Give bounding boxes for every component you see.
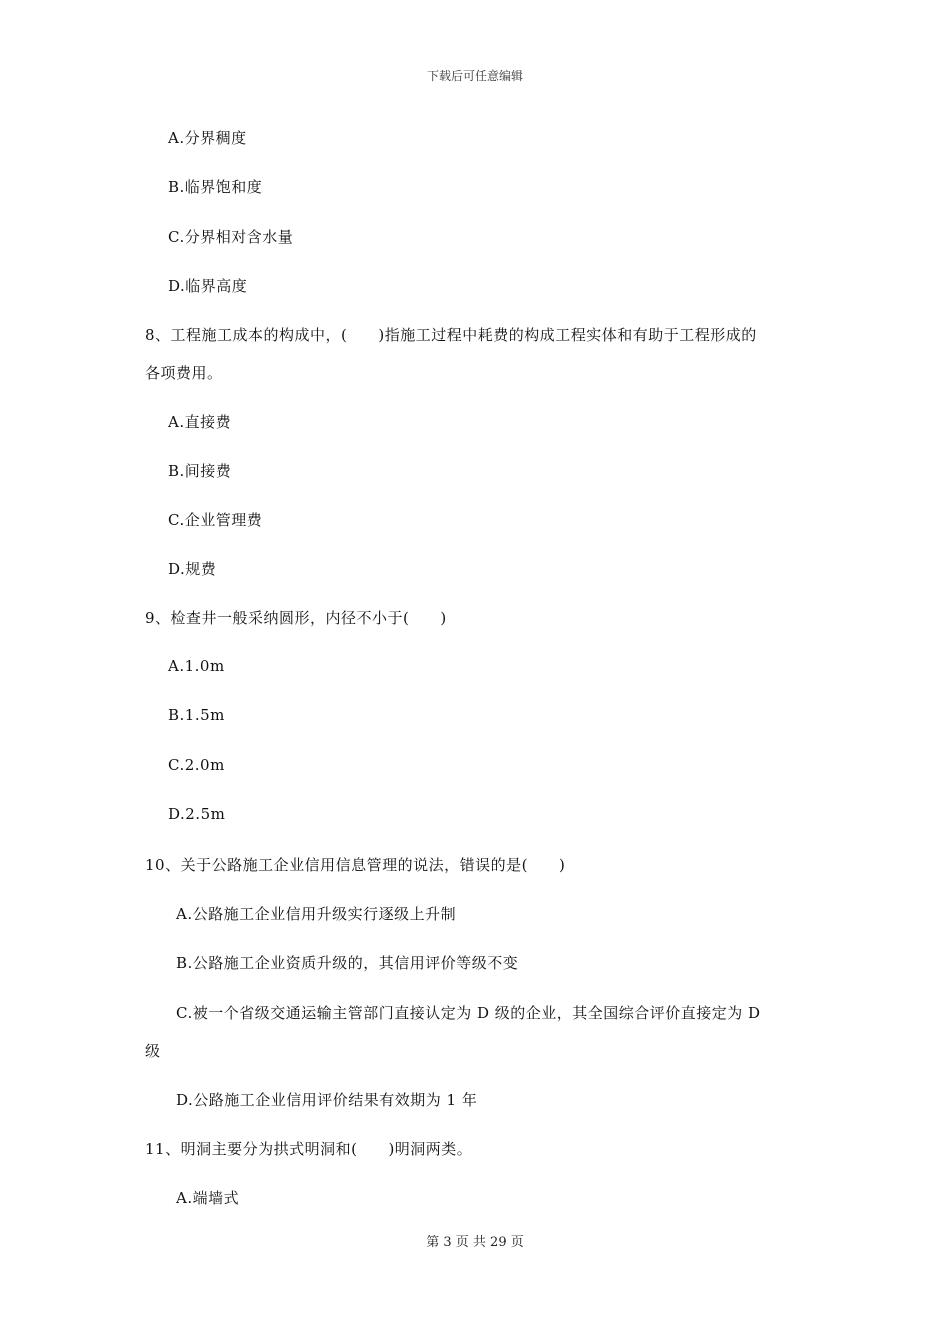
q7-option-b: B.临界饱和度 <box>168 178 263 196</box>
page-header: 下载后可任意编辑 <box>426 69 523 83</box>
q9-option-b: B.1.5m <box>168 706 225 724</box>
q10-option-b: B.公路施工企业资质升级的，其信用评价等级不变 <box>176 954 519 972</box>
q9-option-a: A.1.0m <box>168 657 225 675</box>
q10-stem: 10、关于公路施工企业信用信息管理的说法，错误的是( ) <box>145 856 566 874</box>
q11-stem: 11、明洞主要分为拱式明洞和( )明洞两类。 <box>145 1140 473 1158</box>
q8-option-c: C.企业管理费 <box>168 511 263 529</box>
q8-stem-line2: 各项费用。 <box>145 364 223 382</box>
q7-option-d: D.临界高度 <box>168 277 248 295</box>
q10-option-a: A.公路施工企业信用升级实行逐级上升制 <box>176 905 457 923</box>
q8-option-b: B.间接费 <box>168 462 232 480</box>
q9-option-c: C.2.0m <box>168 756 225 774</box>
q10-option-c-continuation: 级 <box>145 1042 161 1060</box>
q11-option-a: A.端墙式 <box>176 1189 240 1207</box>
q7-option-c: C.分界相对含水量 <box>168 228 294 246</box>
q7-option-a: A.分界稠度 <box>168 129 247 147</box>
q9-stem: 9、检查井一般采纳圆形，内径不小于( ) <box>145 609 447 627</box>
q8-option-a: A.直接费 <box>168 413 232 431</box>
q8-option-d: D.规费 <box>168 560 217 578</box>
q10-option-c: C.被一个省级交通运输主管部门直接认定为 D 级的企业，其全国综合评价直接定为 D <box>176 1004 761 1022</box>
q10-option-d: D.公路施工企业信用评价结果有效期为 1 年 <box>176 1091 478 1109</box>
page-footer: 第 3 页 共 29 页 <box>426 1235 524 1250</box>
q8-stem-line1: 8、工程施工成本的构成中，( )指施工过程中耗费的构成工程实体和有助于工程形成的 <box>145 326 757 344</box>
q9-option-d: D.2.5m <box>168 805 226 823</box>
